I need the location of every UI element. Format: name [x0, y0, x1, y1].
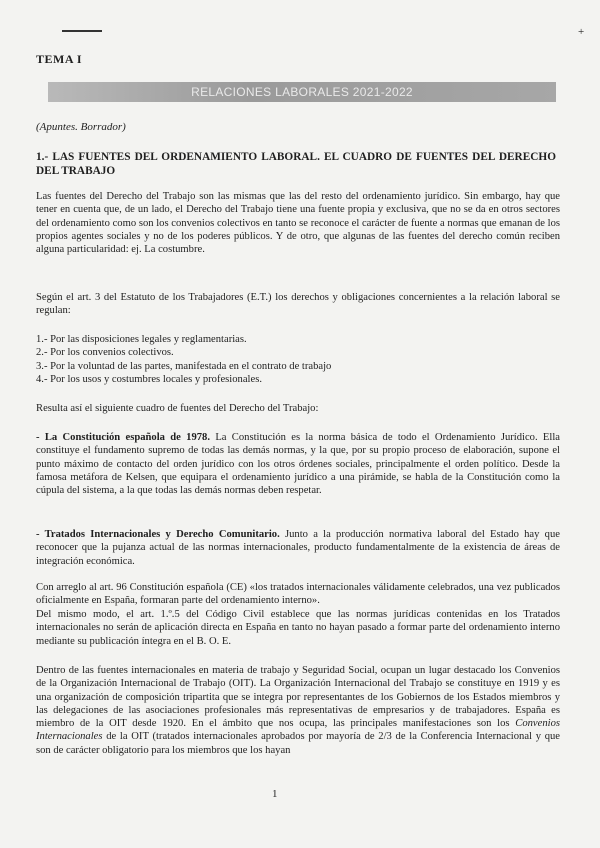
corner-mark: +	[578, 26, 585, 38]
section-title: 1.- LAS FUENTES DEL ORDENAMIENTO LABORAL. EL CUADRO DE FUENTES DEL DERECHO DEL TRABAJO	[36, 151, 556, 177]
paragraph-oit	[36, 664, 560, 757]
paragraph-art3: Según el art. 3 del Estatuto de los Trabajadores (E.T.) los derechos y obligaciones concernientes a la relación laboral se regulan:	[36, 292, 560, 317]
tratados-heading: - Tratados Internacionales y Derecho Comunitario.	[36, 529, 280, 540]
paragraph-codigo-civil: Del mismo modo, el art. 1.º.5 del Código Civil establece que las normas jurídicas contenidas en los Tratados internacionales no serán de aplicación directa en España en tanto no hayan pasado a formar parte del ordenamiento interno mediante su publicación íntegra en el B. O. E.	[36, 609, 560, 647]
tratados-text: Junto a la producción normativa laboral del Estado hay que reconocer que la pujanza actual de las normas internacionales, producto fundamentalmente de la existencia de áreas de integración económica.	[36, 529, 560, 567]
paragraph-constitucion	[36, 431, 560, 497]
oit-text: Dentro de las fuentes internacionales en materia de trabajo y Seguridad Social, ocupan un lugar destacado los Convenios de la Organización Internacional de Trabajo (OIT). La Organización Internacional del Trabajo se constituye en 1919 y es una organización de composición tripartita que se integra por representantes de los Gobiernos de los Estados miembros y las delegaciones de las asociaciones profesionales más representativas de empresarios y de trabajadores. España es miembro de la OIT desde 1920. En el ámbito que nos ocupa, las principales manifestaciones son los	[36, 665, 560, 730]
oit-text-end: de la OIT (tratados internacionales aprobados por mayoría de 2/3 de la Conferencia Internacional y que son de carácter obligatorio para los miembros que los hayan	[36, 731, 560, 756]
subtitle: (Apuntes. Borrador)	[36, 121, 126, 133]
top-rule	[62, 30, 102, 32]
paragraph-art96: Con arreglo al art. 96 Constitución española (CE) «los tratados internacionales válidamente celebrados, una vez publicados oficialmente en España, formaran parte del ordenamiento interno».	[36, 582, 560, 607]
list-item: 2.- Por los convenios colectivos.	[36, 347, 174, 359]
list-item: 1.- Por las disposiciones legales y reglamentarias.	[36, 334, 247, 345]
constitucion-text: La Constitución es la norma básica de todo el Ordenamiento Jurídico. Ella constituye el fundamento supremo de todas las demás normas, y la que, por su propio proceso de elaboración, supone el punto máximo de contacto del orden jurídico con los otros órdenes sociales, principalmente el orden político. Desde la famosa metáfora de Kelsen, que equipara el ordenamiento jurídico a una pirámide, se habla de la Constitución como la cúpula del sistema, a la que todas las demás normas deben respetar.	[36, 432, 560, 497]
paragraph-intro: Las fuentes del Derecho del Trabajo son las mismas que las del resto del ordenamiento jurídico. Sin embargo, hay que tener en cuenta que, de un lado, el Derecho del Trabajo tiene una fuente propia y exclusiva, que no se da en otros sectores del ordenamiento como son los convenios colectivos en tanto se reconoce el carácter de fuente a normas que emanan de los propios agentes sociales y no de los poderes públicos. Y de otro, que algunas de las fuentes del derecho común reciben alguna particularidad: ej. La costumbre.	[36, 191, 560, 256]
course-banner: RELACIONES LABORALES 2021-2022	[48, 82, 556, 102]
oit-convenios: Convenios Internacionales	[36, 718, 560, 743]
list-item: 3.- Por la voluntad de las partes, manifestada en el contrato de trabajo	[36, 360, 332, 372]
paragraph-cuadro: Resulta así el siguiente cuadro de fuentes del Derecho del Trabajo:	[36, 403, 319, 414]
chapter-label: TEMA I	[36, 52, 83, 66]
paragraph-tratados	[36, 528, 560, 568]
regulation-list	[36, 333, 560, 386]
list-item: 4.- Por los usos y costumbres locales y profesionales.	[36, 373, 262, 385]
page-number: 1	[272, 788, 278, 800]
constitucion-heading: - La Constitución española de 1978.	[36, 432, 211, 443]
